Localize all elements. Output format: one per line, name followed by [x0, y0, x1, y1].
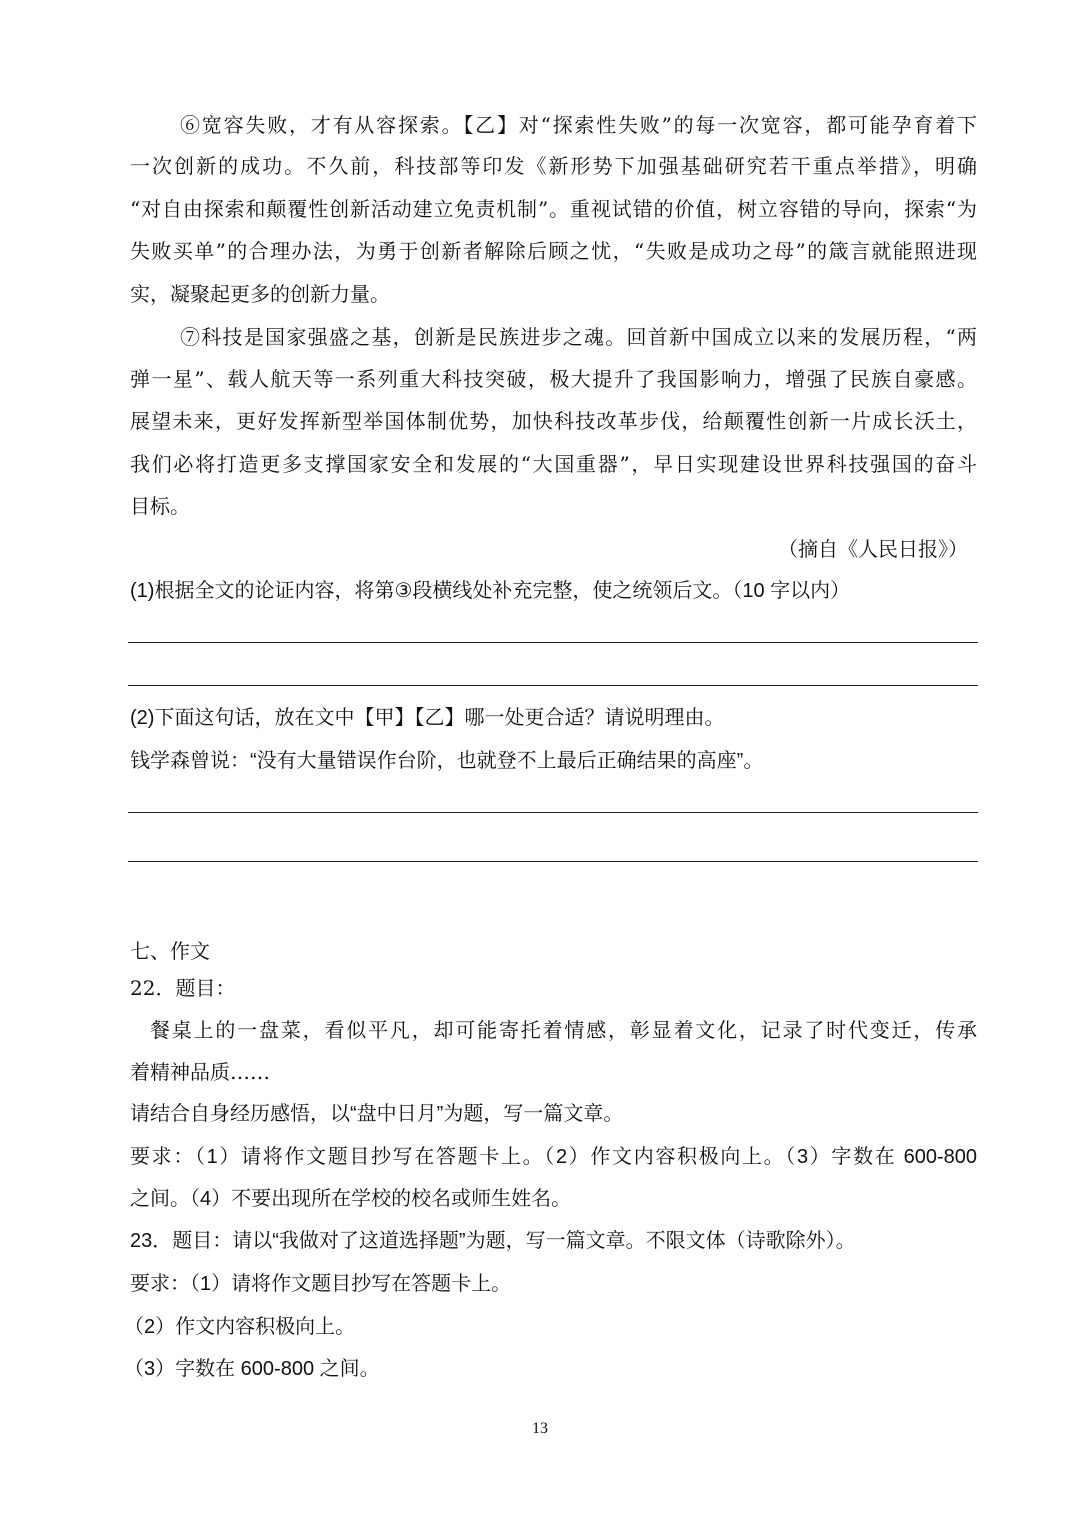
section-heading: 七、作文: [130, 939, 210, 963]
passage-line: 一次创新的成功。不久前，科技部等印发《新形势下加强基础研究若干重点举措》，明确: [130, 154, 977, 178]
passage-line: 实，凝聚起更多的创新力量。: [130, 282, 390, 306]
passage-line: 目标。: [130, 494, 190, 518]
topic-23-requirement: （3）字数在 600-800 之间。: [124, 1358, 380, 1380]
topic-23-requirement: （2）作文内容积极向上。: [124, 1316, 356, 1338]
topic-22-text: 着精神品质……: [130, 1060, 270, 1084]
passage-line: 失败买单”的合理办法，为勇于创新者解除后顾之忧，“失败是成功之母”的箴言就能照进现: [130, 239, 977, 263]
passage-line: ⑥宽容失败，才有从容探索。【乙】对“探索性失败”的每一次宽容，都可能孕育着下: [180, 113, 977, 137]
topic-22-text: 餐桌上的一盘菜，看似平凡，却可能寄托着情感，彰显着文化，记录了时代变迁，传承: [150, 1018, 977, 1042]
topic-22-heading: 22．题目：: [130, 976, 236, 1000]
passage-line: 展望未来，更好发挥新型举国体制优势，加快科技改革步伐，给颠覆性创新一片成长沃土，: [130, 409, 977, 433]
topic-22-requirement: 要求：（1）请将作文题目抄写在答题卡上。（2）作文内容积极向上。（3）字数在 600-800: [130, 1146, 977, 1168]
passage-line: 我们必将打造更多支撑国家安全和发展的“大国重器”，早日实现建设世界科技强国的奋斗: [130, 452, 977, 476]
answer-line: [128, 861, 978, 862]
page-number: 13: [532, 1420, 548, 1437]
answer-line: [128, 685, 978, 686]
question-2: (2)下面这句话，放在文中【甲】【乙】哪一处更合适？请说明理由。: [130, 707, 725, 729]
passage-line: 弹一星”、载人航天等一系列重大科技突破，极大提升了我国影响力，增强了民族自豪感。: [130, 367, 977, 391]
topic-22-prompt: 请结合自身经历感悟，以“盘中日月”为题，写一篇文章。: [130, 1103, 624, 1125]
topic-23-heading: 23．题目：请以“我做对了这道选择题”为题，写一篇文章。不限文体（诗歌除外）。: [130, 1230, 856, 1252]
answer-line: [128, 812, 978, 813]
question-1: (1)根据全文的论证内容，将第③段横线处补充完整，使之统领后文。（10 字以内）: [130, 580, 851, 602]
topic-23-requirement: 要求：（1）请将作文题目抄写在答题卡上。: [130, 1273, 512, 1295]
passage-line: “对自由探索和颠覆性创新活动建立免责机制”。重视试错的价值，树立容错的导向，探索“为: [130, 197, 977, 221]
question-2-quote: 钱学森曾说：“没有大量错误作台阶，也就登不上最后正确结果的高座”。: [130, 750, 764, 772]
passage-source: （摘自《人民日报》）: [778, 537, 968, 561]
topic-22-requirement: 之间。（4）不要出现所在学校的校名或师生姓名。: [130, 1188, 572, 1210]
answer-line: [128, 642, 978, 643]
passage-line: ⑦科技是国家强盛之基，创新是民族进步之魂。回首新中国成立以来的发展历程，“两: [180, 325, 977, 349]
